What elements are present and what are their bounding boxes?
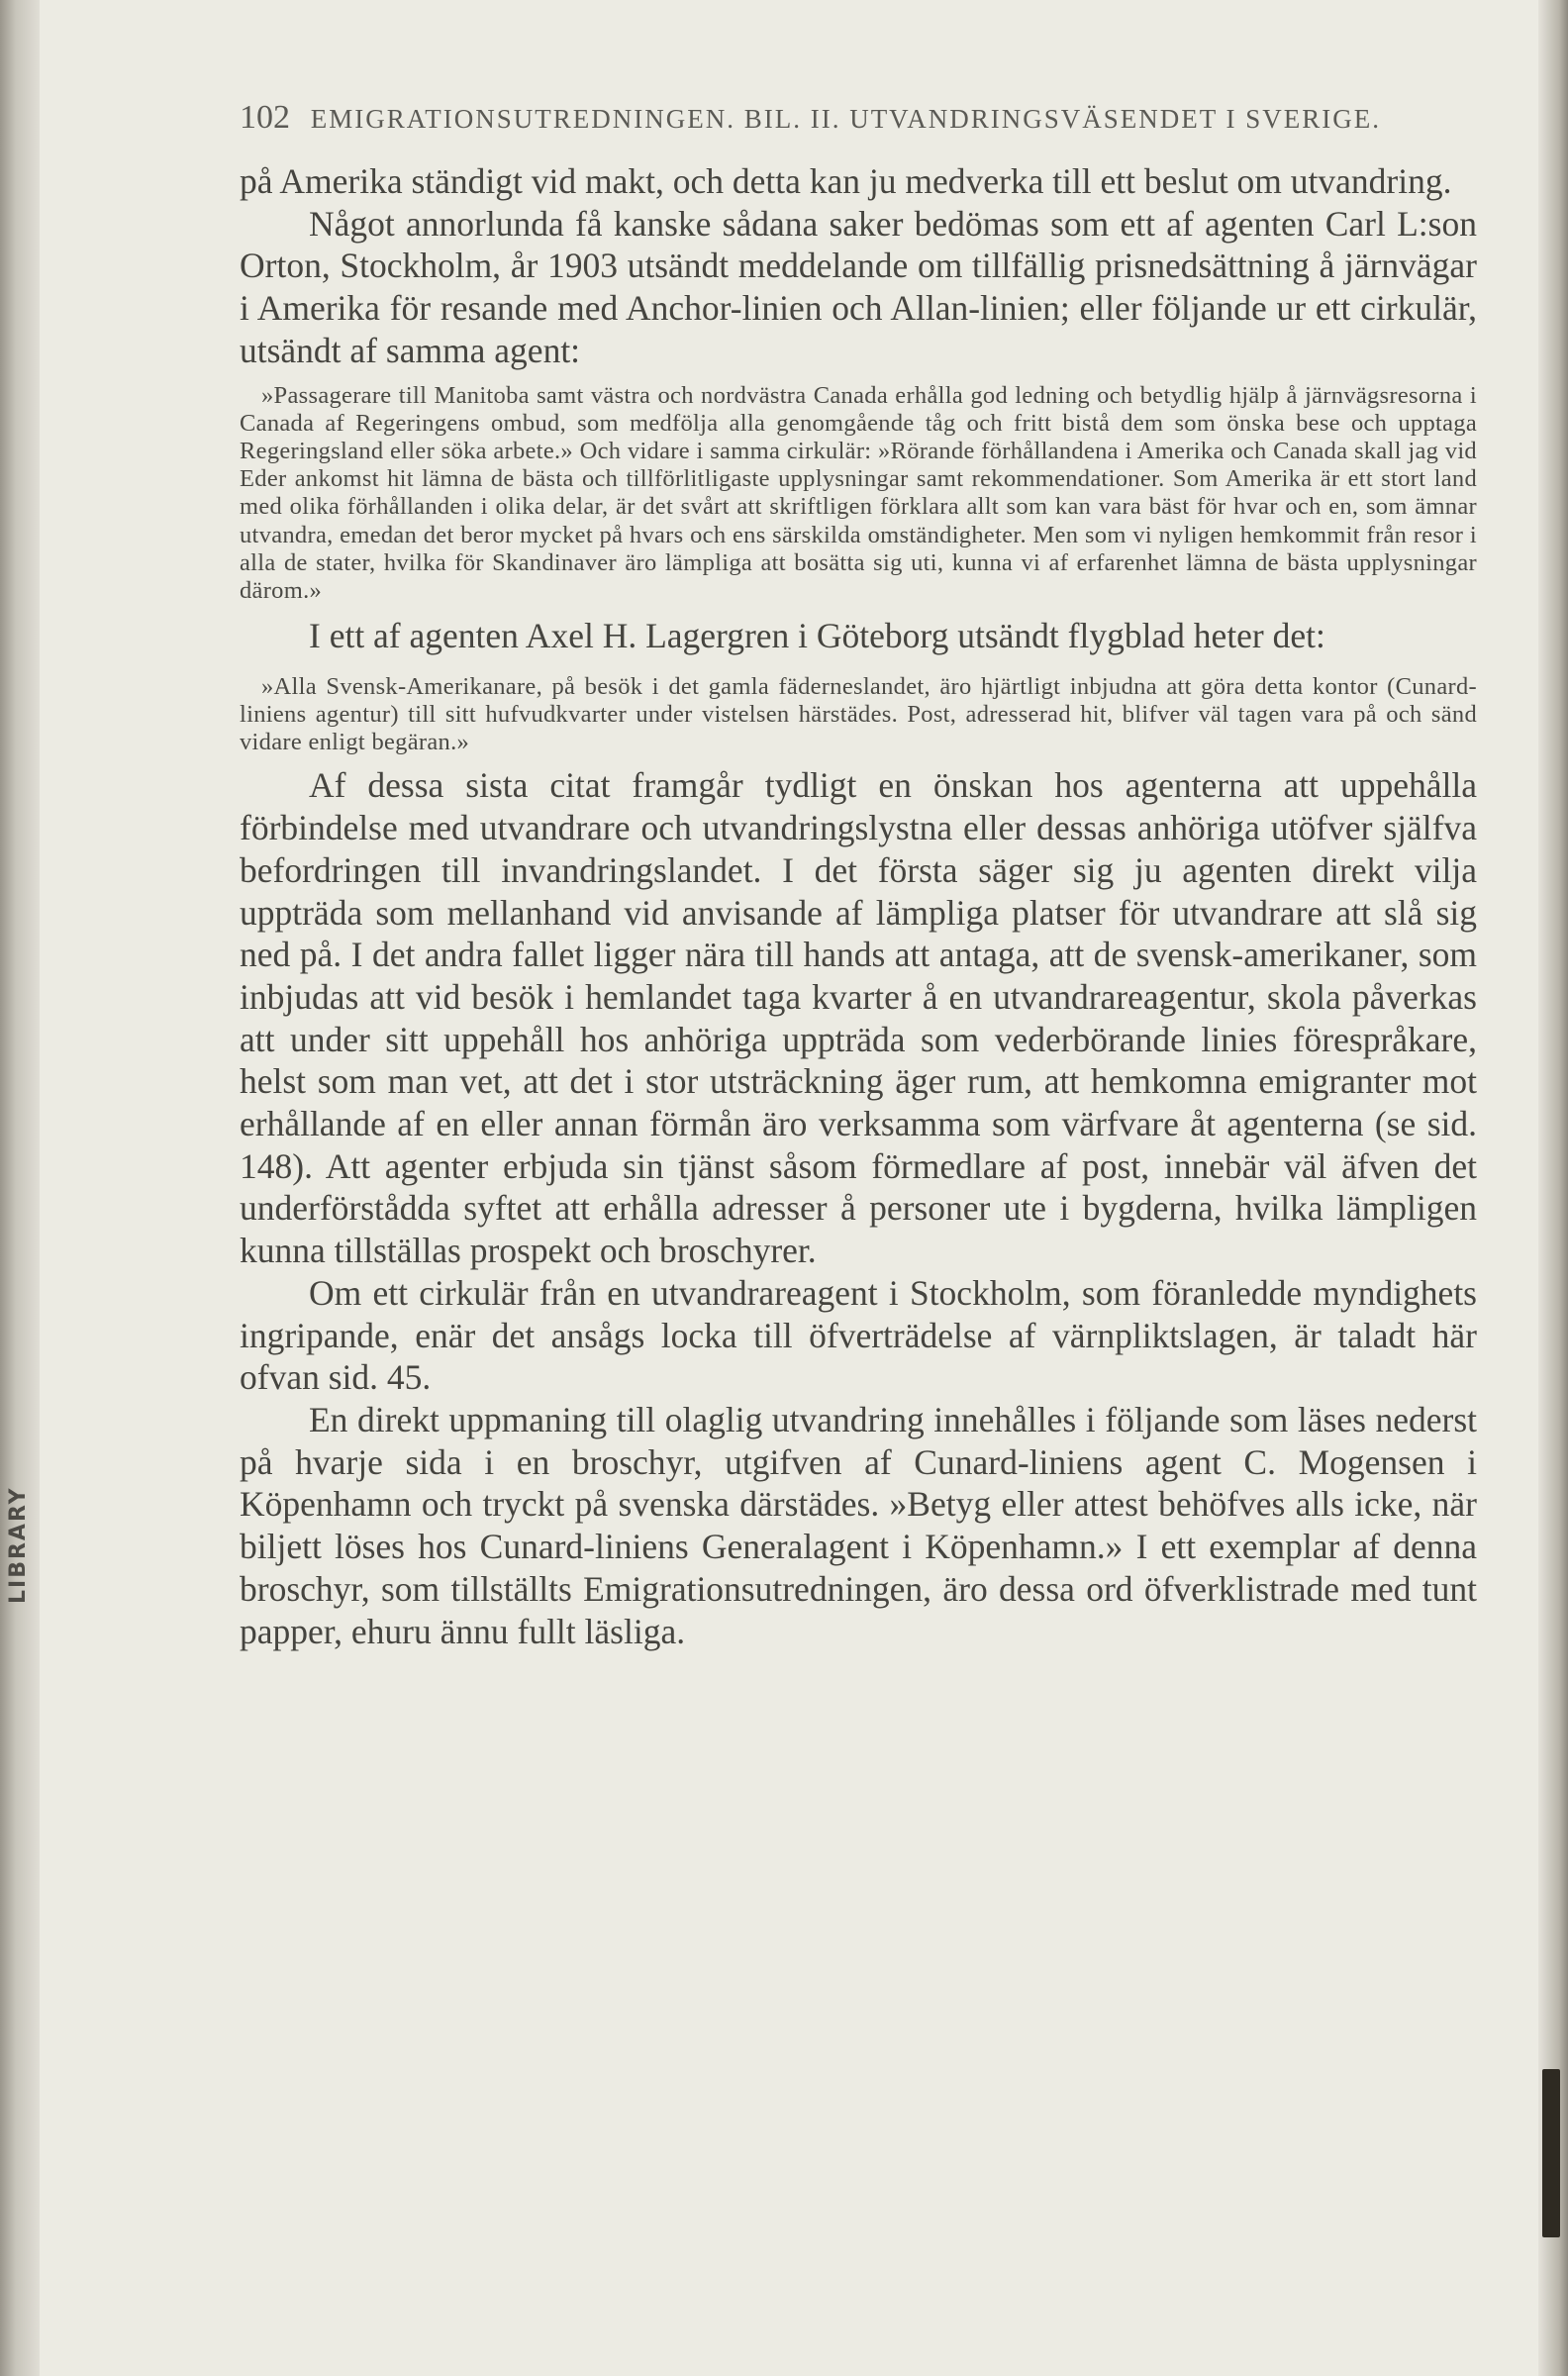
edge-mark <box>1542 2069 1560 2237</box>
library-stamp: LIBRARY <box>6 1486 31 1604</box>
paragraph-stockholm: Om ett cirkulär från en utvandrareagent i Stockholm, som föranledde myndighets ingripande, enär det ansågs locka till öfverträdelse af värnpliktslagen, är taladt här ofvan sid. 45. <box>240 1272 1477 1398</box>
quote-flyer: »Alla Svensk-Amerikanare, på besök i det gamla fäderneslandet, äro hjärtligt inbjudna att göra detta kontor (Cunard-liniens agentur) till sitt hufvudkvarter under vistelsen härstädes. Post, adresserad hit, blifver väl tagen vara på och sänd vidare enligt begäran.» <box>240 672 1477 756</box>
paragraph-analysis: Af dessa sista citat framgår tydligt en önskan hos agenterna att uppehålla förbindelse med utvandrare och utvandringslystna eller dessas anhöriga utöfver själfva befordringen till invandringslandet. I det första säger sig ju agenten direkt vilja uppträda som mellanhand vid anvisande af lämpliga platser för utvandrare att slå sig ned på. I det andra fallet ligger nära till hands att antaga, att de svensk-amerikaner, som inbjudas att vid besök i hemlandet taga kvarter å en utvandrareagentur, skola påverkas att under sitt uppehåll hos anhöriga uppträda som vederbörande linies förespråkare, helst som man vet, att det i stor utsträckning äger rum, att hemkomna emigranter mot erhållande af en eller annan förmån äro verksamma som värfvare åt agenterna (se sid. 148). Att agenter erbjuda sin tjänst såsom förmedlare af post, innebär väl äfven det underförstådda syftet att erhålla adresser å personer ute i bygderna, hvilka lämpligen kunna tillställas prospekt och broschyrer. <box>240 765 1477 1271</box>
paragraph-lagergren: I ett af agenten Axel H. Lagergren i Göteborg utsändt flygblad heter det: <box>309 616 1325 656</box>
page-header <box>240 99 1477 137</box>
running-title: EMIGRATIONSUTREDNINGEN. BIL. II. UTVANDRINGSVÄSENDET I SVERIGE. <box>310 104 1381 134</box>
paragraph-orton: Något annorlunda få kanske sådana saker bedömas som ett af agenten Carl L:son Orton, Stockholm, år 1903 utsändt meddelande om tillfällig prisnedsättning å järnvägar i Amerika för resande med Anchor-linien och Allan-linien; eller följande ur ett cirkulär, utsändt af samma agent: <box>240 203 1477 370</box>
page-number: 102 <box>240 99 290 136</box>
page-content <box>240 99 1477 1652</box>
page-edge <box>1538 0 1568 2376</box>
paragraph-continued: på Amerika ständigt vid makt, och detta kan ju medverka till ett beslut om utvandring. <box>240 161 1452 201</box>
paragraph-mogensen: En direkt uppmaning till olaglig utvandring innehålles i följande som läses nederst på hvarje sida i en broschyr, utgifven af Cunard-liniens agent C. Mogensen i Köpenhamn och tryckt på svenska därstädes. »Betyg eller attest behöfves alls icke, när biljett löses hos Cunard-liniens Generalagent i Köpenhamn.» I ett exemplar af denna broschyr, som tillställts Emigrationsutredningen, äro dessa ord öfverklistrade med tunt papper, ehuru ännu fullt läsliga. <box>240 1400 1477 1651</box>
quote-circular: »Passagerare till Manitoba samt västra och nordvästra Canada erhålla god ledning och betydlig hjälp å järnvägsresorna i Canada af Regeringens ombud, som medfölja alla genomgående tåg och fritt bistå dem som önska bese och upptaga Regeringsland eller söka arbete.» Och vidare i samma cirkulär: »Rörande förhållandena i Amerika och Canada skall jag vid Eder ankomst hit lämna de bästa och tillförlitligaste upplysningar samt rekommendationer. Som Amerika är ett stort land med olika förhållanden i olika delar, är det svårt att skriftligen förklara allt som kan vara bäst för hvar och en, som ämnar utvandra, emedan det beror mycket på hvars och ens särskilda omständigheter. Men som vi nyligen hemkommit från resor i alla de stater, hvilka för Skandinaver äro lämpliga att bosätta sig uti, kunna vi af erfarenhet lämna de bästa upplysningar därom.» <box>240 381 1477 604</box>
